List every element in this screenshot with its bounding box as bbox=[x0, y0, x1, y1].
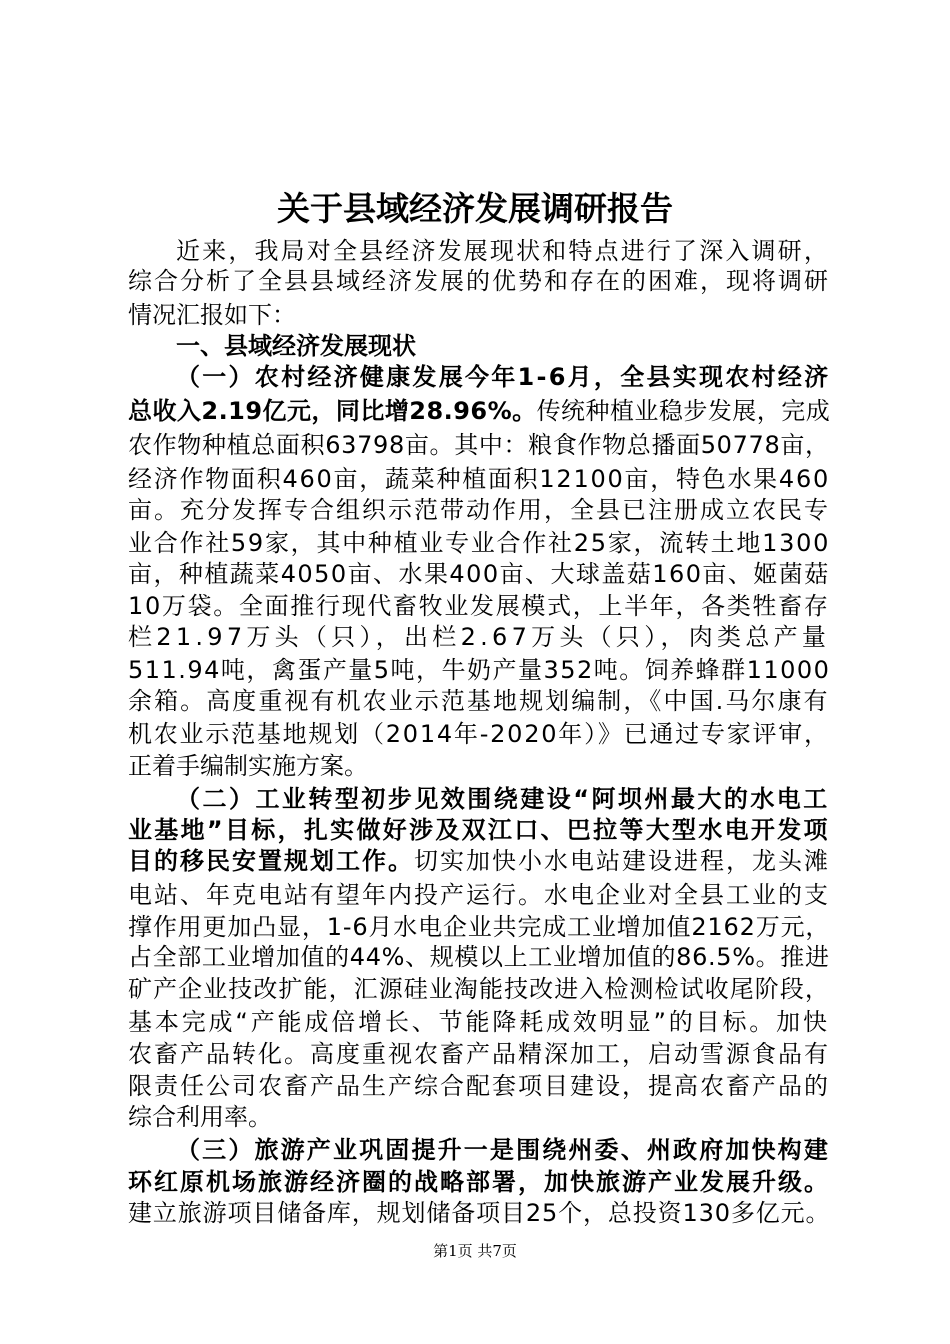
text-line bbox=[128, 1167, 830, 1199]
text-segment: 农作物种植总面积63798亩。其中：粮食作物总播面50778亩， bbox=[128, 431, 830, 459]
text-segment: 撑作用更加凸显，1-6月水电企业共完成工业增加值2162万元， bbox=[128, 913, 831, 941]
text-line bbox=[176, 331, 416, 363]
text-line bbox=[128, 559, 830, 591]
text-line bbox=[128, 655, 830, 687]
page-footer: 第1页 共7页 bbox=[433, 1242, 517, 1260]
text-line bbox=[128, 528, 830, 560]
text-segment: 电站、年克电站有望年内投产运行。水电企业对全县工业的支 bbox=[128, 881, 830, 909]
text-segment: 亩。充分发挥专合组织示范带动作用，全县已注册成立农民专 bbox=[128, 496, 830, 524]
text-line bbox=[128, 880, 830, 912]
text-segment: 511.94吨，禽蛋产量5吨，牛奶产量352吨。饲养蜂群11000 bbox=[128, 656, 831, 684]
text-segment: 综合分析了全县县域经济发展的优势和存在的困难，现将调研 bbox=[128, 267, 830, 295]
text-segment: 亩，种植蔬菜4050亩、水果400亩、大球盖菇160亩、姬菌菇 bbox=[128, 560, 830, 588]
bold-text-segment: 业基地”目标，扎实做好涉及双江口、巴拉等大型水电开发项 bbox=[128, 816, 830, 844]
text-line bbox=[128, 300, 296, 332]
text-line bbox=[128, 815, 830, 847]
text-line bbox=[128, 942, 830, 974]
text-line bbox=[128, 1039, 830, 1071]
text-segment: 正着手编制实施方案。 bbox=[128, 752, 368, 780]
text-segment: 情况汇报如下： bbox=[128, 301, 296, 329]
text-line bbox=[128, 686, 830, 718]
text-line bbox=[128, 974, 830, 1006]
text-segment: 农畜产品转化。高度重视农畜产品精深加工，启动雪源食品有 bbox=[128, 1040, 830, 1068]
text-line bbox=[128, 591, 830, 623]
text-segment: 矿产企业技改扩能，汇源硅业淘能技改进入检测检试收尾阶段， bbox=[128, 975, 830, 1003]
text-line bbox=[128, 1007, 830, 1039]
bold-text-segment: （一）农村经济健康发展今年1-6月，全县实现农村经济 bbox=[176, 363, 831, 391]
text-segment: 余箱。高度重视有机农业示范基地规划编制，《中国.马尔康有 bbox=[128, 687, 830, 715]
text-line bbox=[128, 622, 830, 654]
text-segment: 建立旅游项目储备库，规划储备项目25个，总投资130多亿元。 bbox=[128, 1199, 831, 1227]
text-segment: 传统种植业稳步发展，完成 bbox=[536, 397, 831, 425]
text-segment: 栏21.97万头（只），出栏2.67万头（只），肉类总产量 bbox=[128, 623, 831, 651]
text-segment: 10万袋。全面推行现代畜牧业发展模式，上半年，各类牲畜存 bbox=[128, 592, 830, 620]
text-line bbox=[128, 719, 830, 751]
text-line bbox=[176, 1135, 830, 1167]
text-line bbox=[176, 784, 830, 816]
text-line bbox=[128, 495, 830, 527]
text-line bbox=[128, 751, 368, 783]
text-segment: 占全部工业增加值的44%、规模以上工业增加值的86.5%。推进 bbox=[128, 943, 830, 971]
text-line bbox=[176, 236, 830, 268]
text-line bbox=[128, 1198, 830, 1230]
text-segment: 经济作物面积460亩，蔬菜种植面积12100亩，特色水果460 bbox=[128, 465, 830, 493]
text-line bbox=[128, 396, 830, 428]
text-line bbox=[128, 464, 830, 496]
text-line bbox=[128, 430, 830, 462]
bold-text-segment: 总收入2.19亿元，同比增28.96%。 bbox=[128, 397, 537, 425]
bold-text-segment: （三）旅游产业巩固提升一是围绕州委、州政府加快构建 bbox=[176, 1136, 830, 1164]
text-segment: 机农业示范基地规划（2014年-2020年）》已通过专家评审， bbox=[128, 720, 830, 748]
bold-text-segment: 环红原机场旅游经济圈的战略部署，加快旅游产业发展升级。 bbox=[128, 1168, 830, 1196]
text-segment: 业合作社59家，其中种植业专业合作社25家，流转土地1300 bbox=[128, 529, 831, 557]
text-segment: 近来，我局对全县经济发展现状和特点进行了深入调研， bbox=[176, 237, 830, 265]
document-title: 关于县域经济发展调研报告 bbox=[277, 189, 673, 228]
text-line bbox=[128, 266, 830, 298]
text-line bbox=[128, 1102, 272, 1134]
text-segment: 切实加快小水电站建设进程，龙头滩 bbox=[414, 847, 830, 875]
text-segment: 综合利用率。 bbox=[128, 1103, 272, 1131]
text-line bbox=[128, 846, 830, 878]
text-segment: 限责任公司农畜产品生产综合配套项目建设，提高农畜产品的 bbox=[128, 1072, 830, 1100]
bold-text-segment: 一、县域经济发展现状 bbox=[176, 332, 416, 360]
bold-text-segment: 目的移民安置规划工作。 bbox=[128, 847, 414, 875]
text-line bbox=[176, 362, 830, 394]
text-line bbox=[128, 1071, 830, 1103]
text-line bbox=[128, 912, 830, 944]
text-segment: 基本完成“产能成倍增长、节能降耗成效明显”的目标。加快 bbox=[128, 1008, 830, 1036]
bold-text-segment: （二）工业转型初步见效围绕建设“阿坝州最大的水电工 bbox=[176, 785, 830, 813]
